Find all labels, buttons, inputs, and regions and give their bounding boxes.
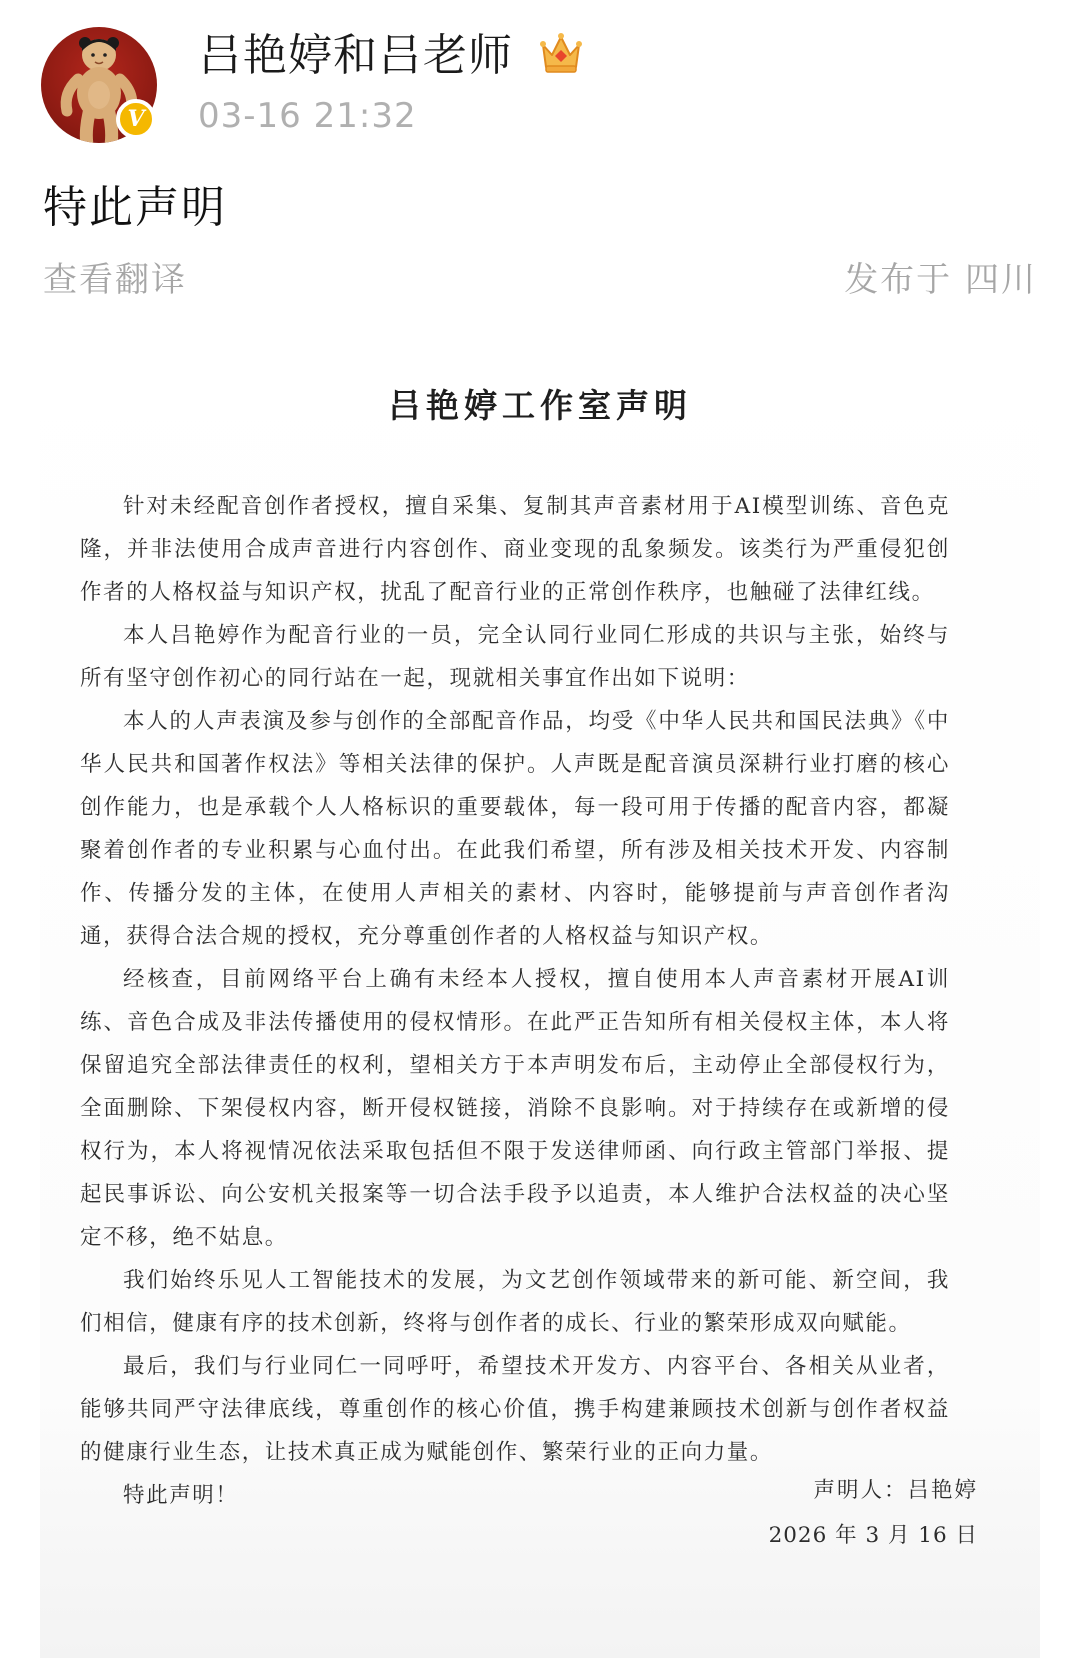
- statement-paragraph: 最后，我们与行业同仁一同呼吁，希望技术开发方、内容平台、各相关从业者，能够共同严守法律底线，尊重创作的核心价值，携手构建兼顾技术创新与创作者权益的健康行业生态，让技术真正成为赋能创作、繁荣行业的正向力量。: [80, 1354, 950, 1465]
- statement-paragraph: 针对未经配音创作者授权，擅自采集、复制其声音素材用于AI模型训练、音色克隆，并非法使用合成声音进行内容创作、商业变现的乱象频发。该类行为严重侵犯创作者的人格权益与知识产权，扰乱了配音行业的正常创作秩序，也触碰了法律红线。: [80, 494, 950, 605]
- statement-paragraph: 本人吕艳婷作为配音行业的一员，完全认同行业同仁形成的共识与主张，始终与所有坚守创作初心的同行站在一起，现就相关事宜作出如下说明：: [80, 623, 950, 691]
- statement-title: 吕艳婷工作室声明: [388, 386, 692, 425]
- statement-paragraph: 特此声明！: [123, 1483, 239, 1508]
- post-location: 发布于 四川: [844, 260, 1037, 300]
- verified-badge-icon: V: [116, 99, 156, 139]
- user-name[interactable]: 吕艳婷和吕老师: [198, 30, 513, 81]
- post-text: 特此声明: [43, 182, 227, 233]
- statement-paragraph: 我们始终乐见人工智能技术的发展，为文艺创作领域带来的新可能、新空间，我们相信，健康有序的技术创新，终将与创作者的成长、行业的繁荣形成双向赋能。: [80, 1268, 950, 1336]
- statement-paragraph: 本人的人声表演及参与创作的全部配音作品，均受《中华人民共和国民法典》《中华人民共和国著作权法》等相关法律的保护。人声既是配音演员深耕行业打磨的核心创作能力，也是承载个人人格标识的重要载体，每一段可用于传播的配音内容，都凝聚着创作者的专业积累与心血付出。在此我们希望，所有涉及相关技术开发、内容制作、传播分发的主体，在使用人声相关的素材、内容时，能够提前与声音创作者沟通，获得合法合规的授权，充分尊重创作者的人格权益与知识产权。: [80, 709, 950, 949]
- statement-date: 2026 年 3 月 16 日: [768, 1523, 978, 1548]
- view-translation-link[interactable]: 查看翻译: [43, 260, 187, 300]
- crown-icon[interactable]: [538, 31, 584, 75]
- statement-signer: 声明人：吕艳婷: [813, 1478, 978, 1503]
- statement-image[interactable]: [40, 330, 1040, 1658]
- statement-paragraph: 经核查，目前网络平台上确有未经本人授权，擅自使用本人声音素材开展AI训练、音色合成及非法传播使用的侵权情形。在此严正告知所有相关侵权主体，本人将保留追究全部法律责任的权利，望相关方于本声明发布后，主动停止全部侵权行为，全面删除、下架侵权内容，断开侵权链接，消除不良影响。对于持续存在或新增的侵权行为，本人将视情况依法采取包括但不限于发送律师函、向行政主管部门举报、提起民事诉讼、向公安机关报案等一切合法手段予以追责，本人维护合法权益的决心坚定不移，绝不姑息。: [80, 967, 950, 1250]
- post-time: 03-16 21:32: [198, 96, 417, 136]
- statement-body: [80, 485, 950, 1517]
